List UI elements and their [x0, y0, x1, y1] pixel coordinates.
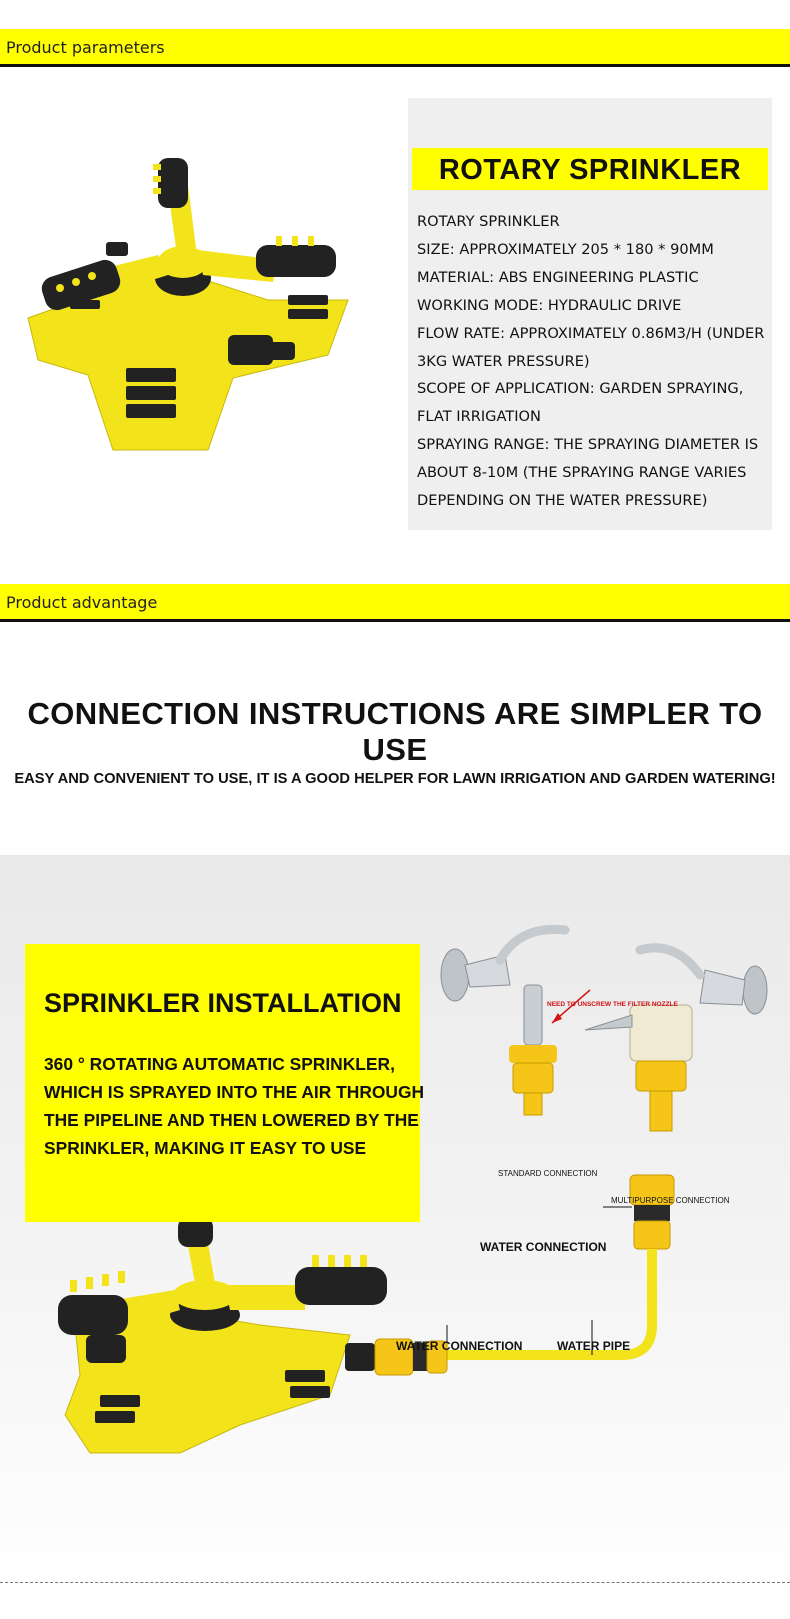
water-pipe-label: WATER PIPE	[557, 1339, 631, 1353]
spec-title: ROTARY SPRINKLER	[412, 148, 768, 190]
spec-line: DEPENDING ON THE WATER PRESSURE)	[417, 492, 708, 510]
standard-connection-label: STANDARD CONNECTION	[498, 1169, 598, 1178]
installation-line: SPRINKLER, MAKING IT EASY TO USE	[44, 1138, 367, 1158]
section-bar-parameters	[0, 29, 790, 67]
spec-line: WORKING MODE: HYDRAULIC DRIVE	[417, 296, 682, 314]
spec-line: SIZE: APPROXIMATELY 205 * 180 * 90MM	[417, 240, 714, 258]
spec-line: ROTARY SPRINKLER	[417, 213, 560, 230]
spec-line: SPRAYING RANGE: THE SPRAYING DIAMETER IS	[417, 436, 759, 454]
spec-list	[417, 208, 767, 515]
installation-line: 360 ° ROTATING AUTOMATIC SPRINKLER,	[44, 1054, 395, 1074]
installation-description	[44, 1050, 425, 1162]
spec-line: FLAT IRRIGATION	[417, 408, 541, 426]
standard-faucet-icon	[441, 929, 565, 1115]
multipurpose-faucet-icon	[585, 948, 767, 1131]
section-label-parameters: Product parameters	[6, 38, 165, 57]
spec-line: FLOW RATE: APPROXIMATELY 0.86M3/H (UNDER	[417, 324, 765, 342]
multipurpose-connection-label: MULTIPURPOSE CONNECTION	[611, 1196, 730, 1205]
spec-line: MATERIAL: ABS ENGINEERING PLASTIC	[417, 268, 699, 286]
installation-line: THE PIPELINE AND THEN LOWERED BY THE	[44, 1110, 419, 1130]
spec-line: ABOUT 8-10M (THE SPRAYING RANGE VARIES	[417, 464, 747, 482]
advantage-subline: EASY AND CONVENIENT TO USE, IT IS A GOOD HELPER FOR LAWN IRRIGATION AND GARDEN WATERING!	[14, 771, 776, 787]
spec-line: 3KG WATER PRESSURE)	[417, 352, 590, 370]
advantage-headline: CONNECTION INSTRUCTIONS ARE SIMPLER TO USE	[27, 696, 763, 767]
spec-line: SCOPE OF APPLICATION: GARDEN SPRAYING,	[417, 380, 744, 398]
installation-box	[25, 944, 425, 1222]
section-label-advantage: Product advantage	[6, 593, 158, 612]
bottom-divider	[0, 1582, 790, 1583]
spec-panel	[408, 98, 772, 530]
installation-line: WHICH IS SPRAYED INTO THE AIR THROUGH	[44, 1082, 425, 1102]
water-connection-label-top: WATER CONNECTION	[480, 1240, 607, 1254]
filter-nozzle-note: NEED TO UNSCREW THE FILTER NOZZLE	[547, 1001, 678, 1008]
water-connection-label-bottom: WATER CONNECTION	[396, 1339, 523, 1353]
sprinkler-assembly-icon	[58, 1217, 447, 1453]
installation-title: SPRINKLER INSTALLATION	[44, 988, 402, 1018]
rotary-sprinkler-image	[18, 150, 378, 470]
section-bar-advantage	[0, 584, 790, 622]
